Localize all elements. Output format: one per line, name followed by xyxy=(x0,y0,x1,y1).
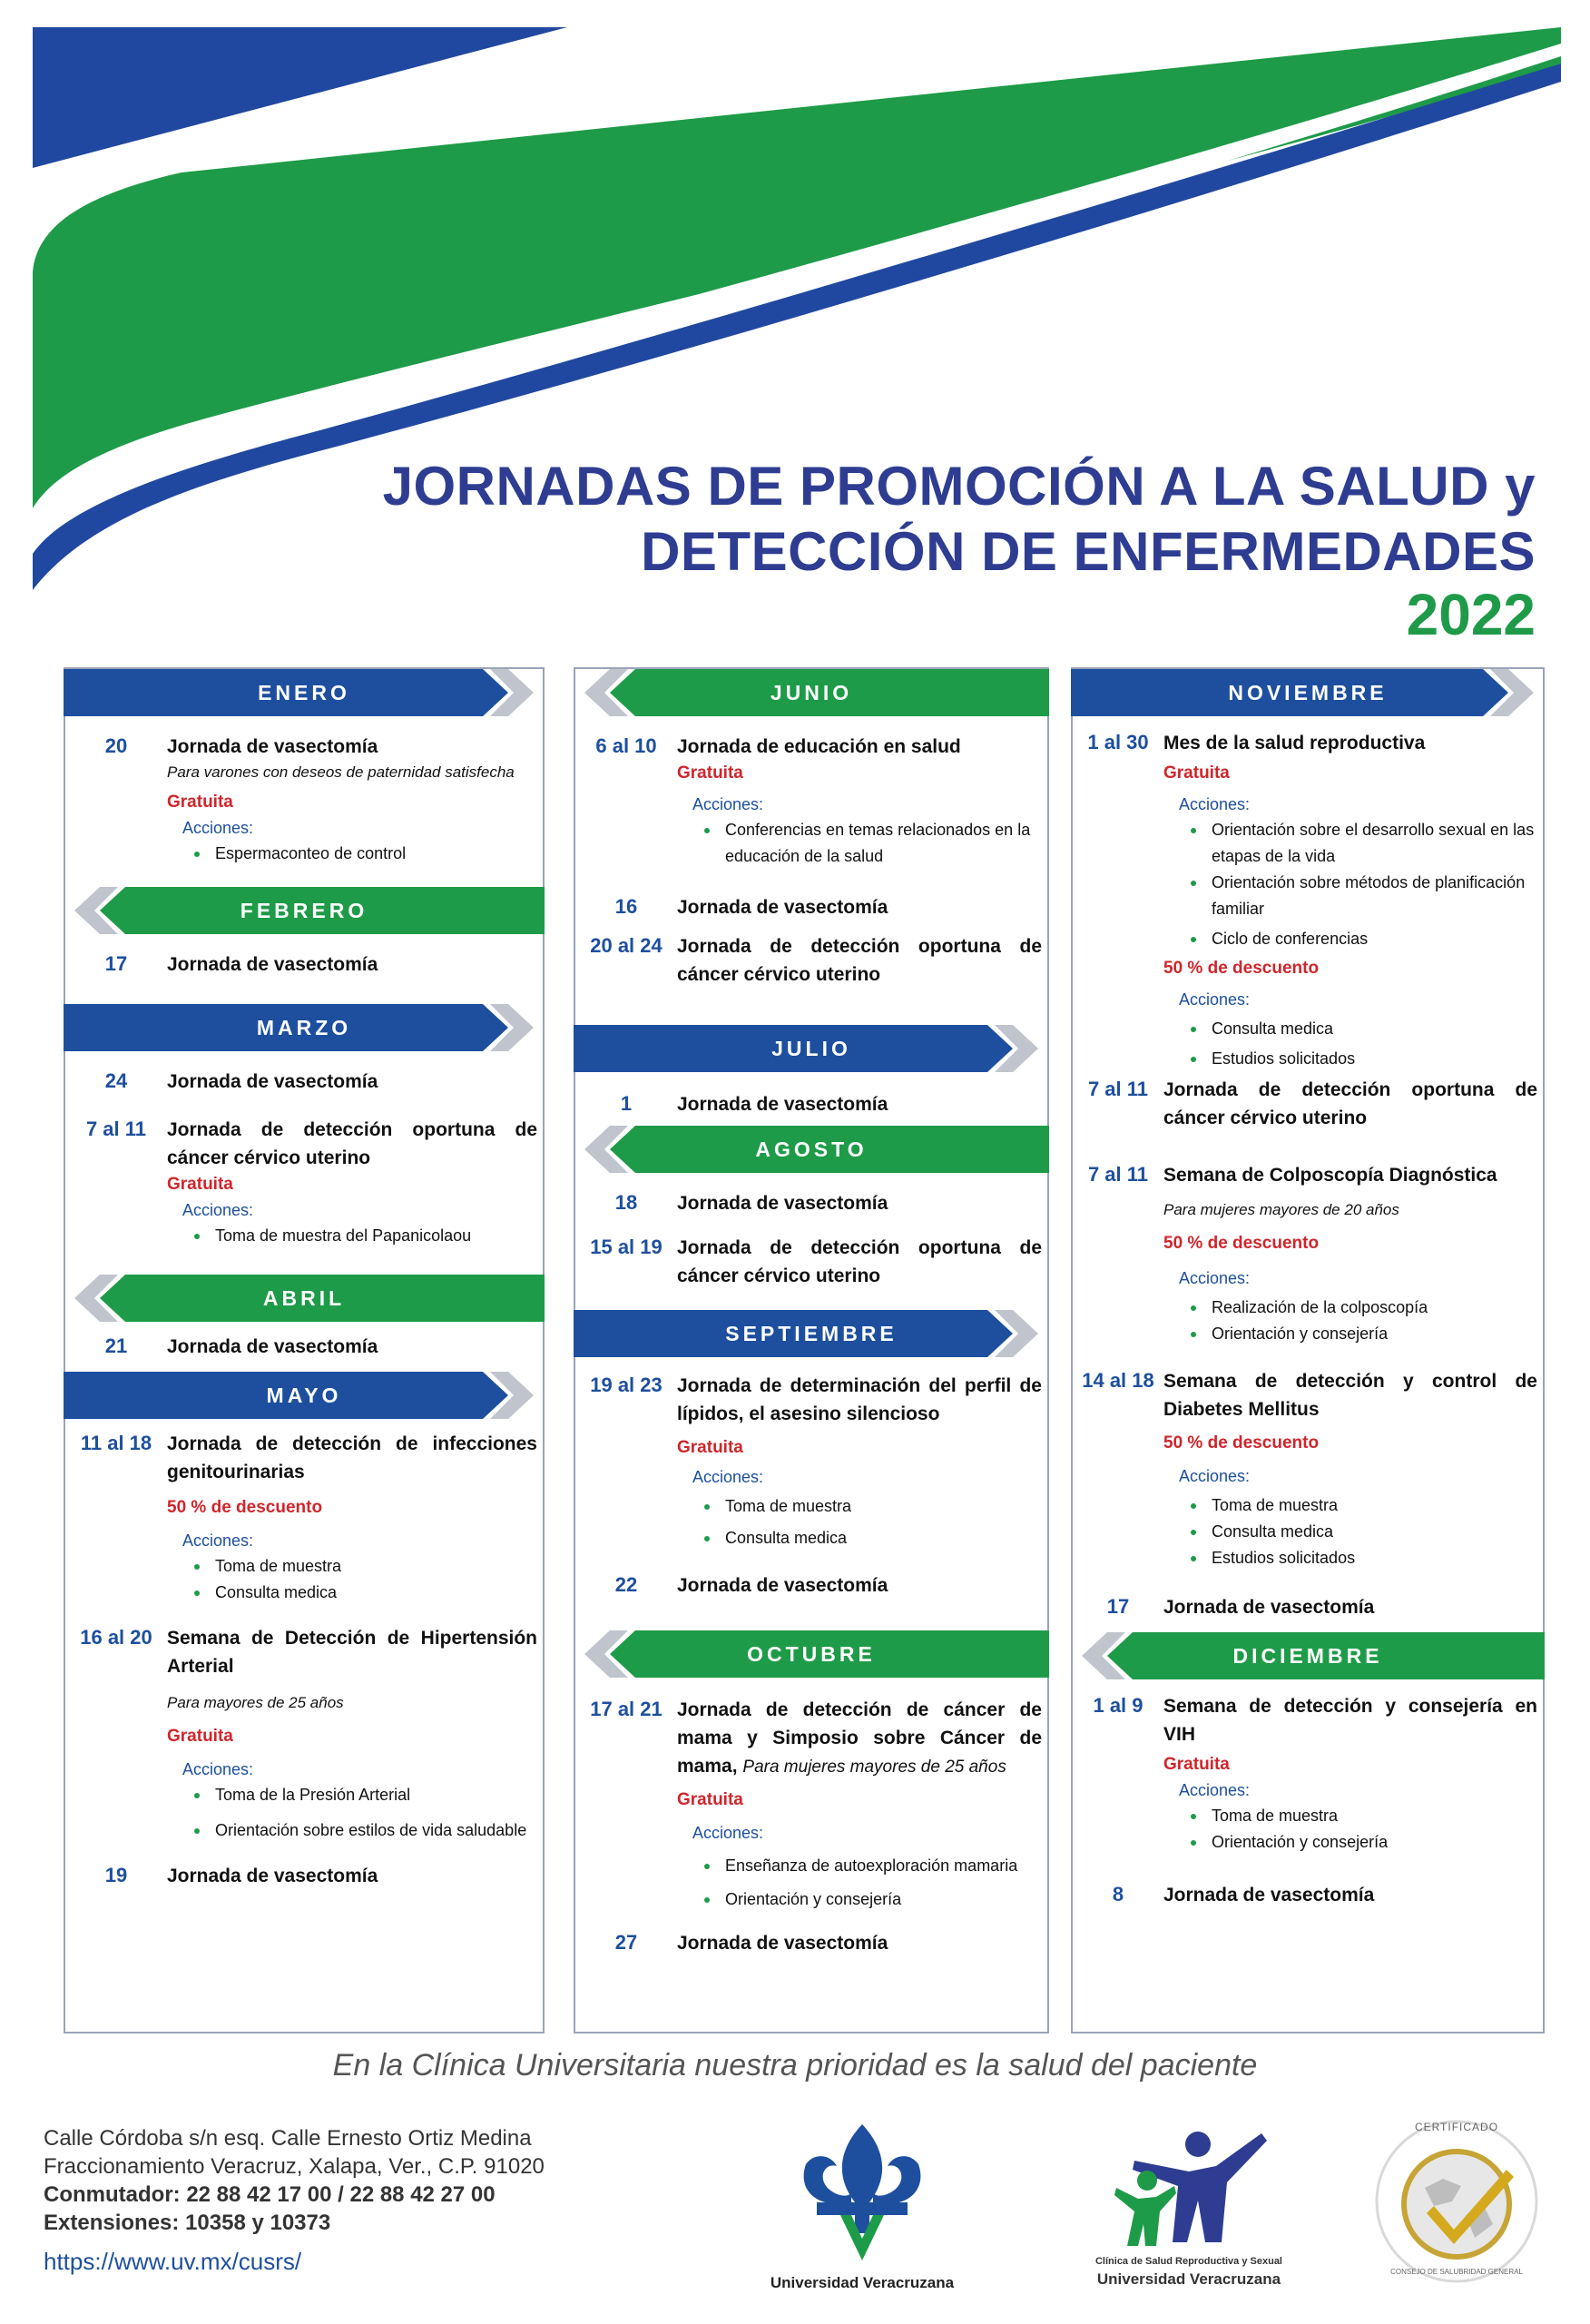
list-item: Consulta medica xyxy=(1179,1016,1537,1042)
month-header-septiembre: SEPTIEMBRE xyxy=(575,1310,1047,1357)
list-item: Toma de muestra xyxy=(1179,1803,1537,1829)
event-diciembre-8: 8 Jornada de vasectomía xyxy=(1112,1883,1375,1905)
month-header-abril: ABRIL xyxy=(65,1275,543,1322)
event-noviembre-7-11-colposcopia: 7 al 11 Semana de Colposcopía Diagnóstica Para mujeres mayores de 20 años 50 % de descuento Acciones: Realización de la colposcopía Orientación y consejería xyxy=(1073,1161,1543,1347)
event-enero-20: 20 Jornada de vasectomía Para varones con deseos de paternidad satisfecha Gratuita Acciones: Espermaconteo de control xyxy=(65,733,543,867)
event-mayo-11-18: 11 al 18 Jornada de detección de infecciones genitourinarias 50 % de descuento Acciones: Toma de muestra Consulta medica xyxy=(65,1430,543,1606)
event-mayo-16-20: 16 al 20 Semana de Detección de Hipertensión Arterial Para mayores de 25 años Gratuita Acciones: Toma de la Presión Arterial Orientación sobre estilos de vida saludable xyxy=(65,1624,543,1844)
event-diciembre-1-9: 1 al 9 Semana de detección y consejería en VIH Gratuita Acciones: Toma de muestra Orientación y consejería xyxy=(1073,1692,1543,1856)
footer-slogan: En la Clínica Universitaria nuestra prioridad es la salud del paciente xyxy=(332,2048,1258,2083)
column-1 xyxy=(64,667,545,2034)
list-item: Ciclo de conferencias xyxy=(1179,926,1537,952)
month-header-febrero: FEBRERO xyxy=(65,887,543,934)
month-header-noviembre: NOVIEMBRE xyxy=(1073,669,1543,716)
list-item: Orientación sobre el desarrollo sexual en las etapas de la vida xyxy=(1179,817,1537,870)
certification-seal: CERTIFICADO CONSEJO DE SALUBRIDAD GENERAL xyxy=(1370,2115,1543,2288)
event-mayo-19: 19 Jornada de vasectomía xyxy=(104,1864,378,1886)
uv-logo: Universidad Veracruzana xyxy=(753,2115,971,2297)
event-octubre-27: 27 Jornada de vasectomía xyxy=(614,1931,888,1954)
event-febrero-17: 17 Jornada de vasectomía xyxy=(104,952,378,975)
month-header-enero: ENERO xyxy=(65,669,543,716)
list-item: Consulta medica xyxy=(1179,1519,1537,1545)
event-marzo-24: 24 Jornada de vasectomía xyxy=(104,1069,378,1092)
month-header-julio: JULIO xyxy=(575,1025,1047,1072)
event-octubre-17-21: 17 al 21 Jornada de detección de cáncer de mama y Simposio sobre Cáncer de mama, Para mujeres mayores de 25 años Gratuita Acciones: Enseñanza de autoexploración mamaria Orientación y consejería xyxy=(575,1696,1047,1913)
event-junio-20-24: 20 al 24 Jornada de detección oportuna de cáncer cérvico uterino xyxy=(590,934,1042,985)
list-item: Consulta medica xyxy=(182,1580,537,1606)
footer-address: Calle Córdoba s/n esq. Calle Ernesto Ortiz Medina Fraccionamiento Veracruz, Xalapa, Ver., C.P. 91020 Conmutador: 22 88 42 17 00 / 22 88 42 27 00 Extensiones: 10358 y 10373 https://www.uv.mx/cusrs/ xyxy=(44,2126,545,2275)
event-marzo-7-11: 7 al 11 Jornada de detección oportuna de cáncer cérvico uterino Gratuita Acciones: Toma de muestra del Papanicolaou xyxy=(65,1116,543,1249)
month-header-agosto: AGOSTO xyxy=(575,1126,1047,1173)
event-noviembre-7-11-cancer: 7 al 11 Jornada de detección oportuna de cáncer cérvico uterino xyxy=(1087,1078,1537,1128)
list-item: Estudios solicitados xyxy=(1179,1046,1537,1072)
list-item: Orientación sobre métodos de planificación familiar xyxy=(1179,870,1537,922)
event-septiembre-22: 22 Jornada de vasectomía xyxy=(614,1573,888,1596)
list-item: Estudios solicitados xyxy=(1179,1545,1537,1571)
clinic-logo: Clínica de Salud Reproductiva y Sexual Universidad Veracruzana xyxy=(1080,2124,1298,2297)
event-junio-16: 16 Jornada de vasectomía xyxy=(614,895,888,918)
list-item: Realización de la colposcopía xyxy=(1179,1295,1537,1321)
month-header-diciembre: DICIEMBRE xyxy=(1073,1632,1543,1679)
month-header-octubre: OCTUBRE xyxy=(575,1630,1047,1678)
month-header-junio: JUNIO xyxy=(575,669,1047,716)
event-noviembre-1-30: 1 al 30 Mes de la salud reproductiva Gratuita Acciones: Orientación sobre el desarrollo sexual en las etapas de la vida Orientación sobre métodos de planificación familiar Ciclo de conferencias 50 % de descuento Acciones: Consulta medica Estudios solicitados xyxy=(1073,729,1543,1072)
month-header-marzo: MARZO xyxy=(65,1004,543,1051)
event-agosto-18: 18 Jornada de vasectomía xyxy=(614,1191,888,1214)
year-label: 2022 xyxy=(1406,582,1536,647)
month-header-mayo: MAYO xyxy=(65,1372,543,1419)
event-junio-6-10: 6 al 10 Jornada de educación en salud Gratuita Acciones: Conferencias en temas relacionados en la educación de la salud xyxy=(575,733,1047,870)
list-item: Toma de muestra del Papanicolaou xyxy=(182,1223,537,1249)
event-abril-21: 21 Jornada de vasectomía xyxy=(104,1334,378,1357)
list-item: Consulta medica xyxy=(692,1525,1042,1551)
event-agosto-15-19: 15 al 19 Jornada de detección oportuna de cáncer cérvico uterino xyxy=(590,1236,1042,1286)
uv-flor-de-lis-icon xyxy=(753,2115,971,2270)
list-item: Toma de muestra xyxy=(182,1553,537,1580)
website-link[interactable]: https://www.uv.mx/cusrs/ xyxy=(44,2248,302,2275)
clinic-figures-icon xyxy=(1080,2124,1298,2251)
list-item: Enseñanza de autoexploración mamaria xyxy=(692,1853,1042,1879)
certified-globe-check-icon xyxy=(1370,2115,1543,2288)
event-noviembre-14-18: 14 al 18 Semana de detección y control de Diabetes Mellitus 50 % de descuento Acciones: Toma de muestra Consulta medica Estudios solicitados xyxy=(1073,1367,1543,1571)
list-item: Conferencias en temas relacionados en la educación de la salud xyxy=(692,817,1042,870)
list-item: Espermaconteo de control xyxy=(182,841,537,867)
list-item: Orientación y consejería xyxy=(1179,1829,1537,1856)
list-item: Toma de la Presión Arterial xyxy=(182,1782,537,1808)
list-item: Orientación y consejería xyxy=(692,1886,1042,1913)
event-julio-1: 1 Jornada de vasectomía xyxy=(620,1092,888,1115)
list-item: Orientación sobre estilos de vida saludable xyxy=(182,1817,537,1844)
event-noviembre-17: 17 Jornada de vasectomía xyxy=(1106,1595,1375,1618)
column-2 xyxy=(574,667,1049,2034)
event-septiembre-19-23: 19 al 23 Jornada de determinación del perfil de lípidos, el asesino silencioso Gratuita Acciones: Toma de muestra Consulta medica xyxy=(575,1372,1047,1551)
page-title: JORNADAS DE PROMOCIÓN A LA SALUD y DETECCIÓN DE ENFERMEDADES xyxy=(382,456,1536,582)
list-item: Toma de muestra xyxy=(1179,1492,1537,1519)
column-3 xyxy=(1071,667,1545,2034)
list-item: Orientación y consejería xyxy=(1179,1321,1537,1347)
list-item: Toma de muestra xyxy=(692,1493,1042,1520)
